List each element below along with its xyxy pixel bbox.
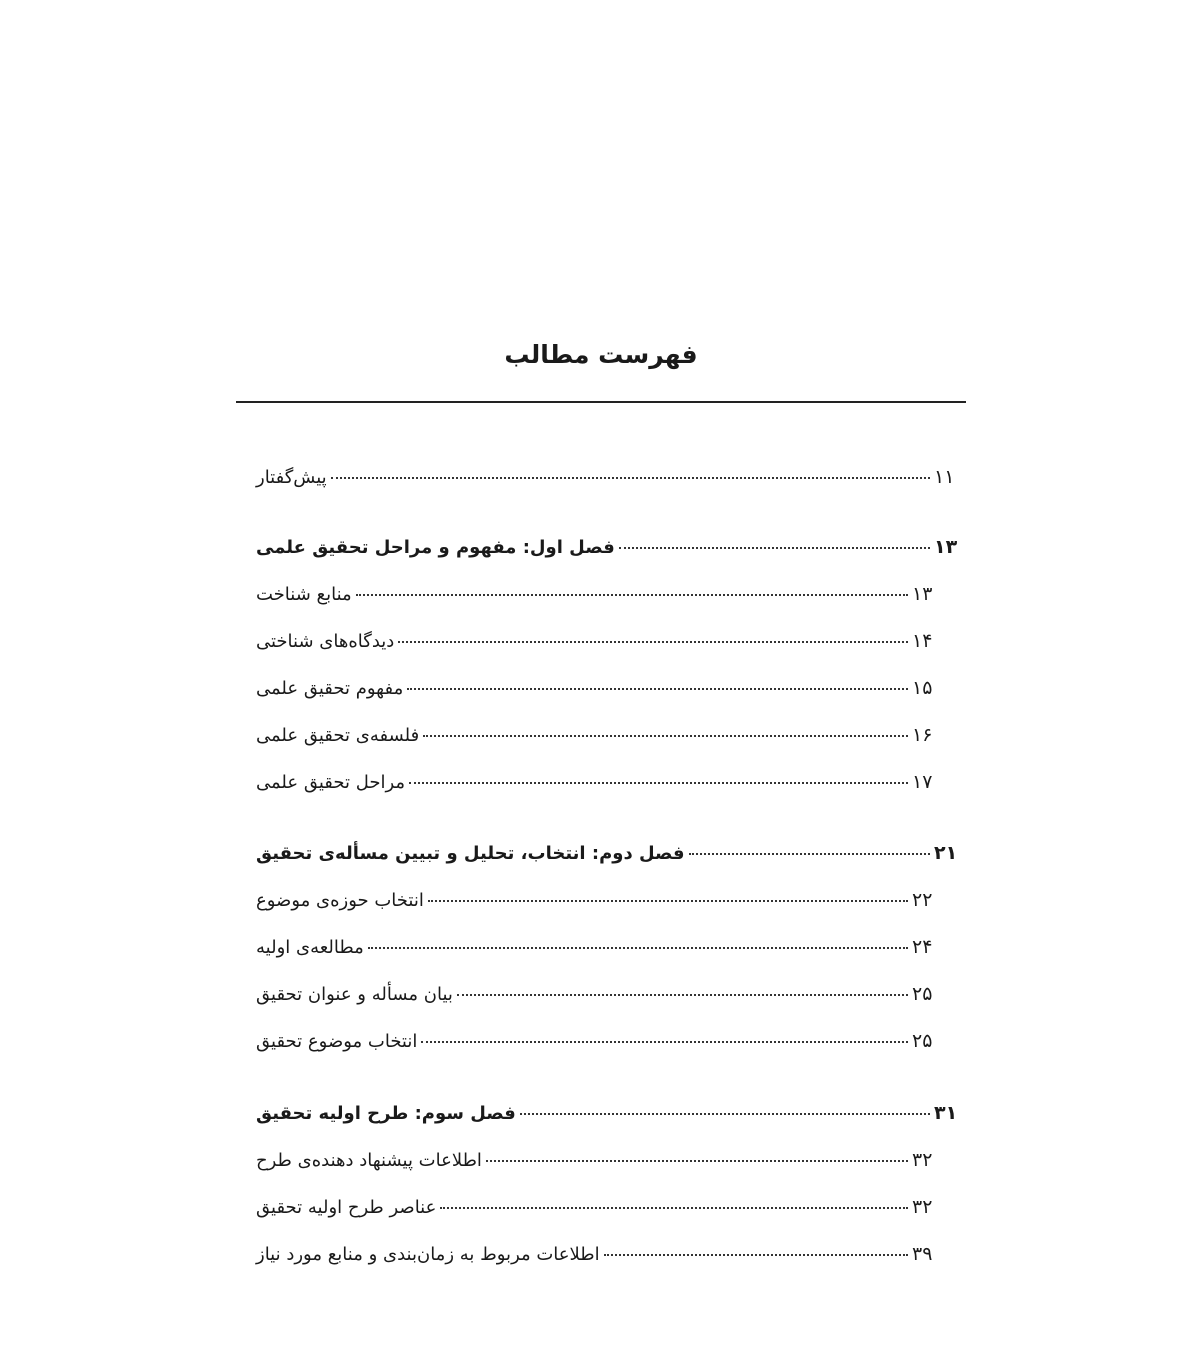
entry-title: منابع شناخت xyxy=(256,584,352,605)
toc-entry[interactable] xyxy=(256,1196,944,1230)
entry-page: ۲۲ xyxy=(912,889,933,911)
dot-leader xyxy=(689,853,930,855)
toc-entry[interactable] xyxy=(256,677,944,711)
dot-leader xyxy=(331,477,930,479)
toc-entry[interactable] xyxy=(256,630,944,664)
toc-entry[interactable] xyxy=(256,583,944,617)
entry-page: ۱۳ xyxy=(934,536,958,558)
toc-entry[interactable] xyxy=(256,889,944,923)
dot-leader xyxy=(356,594,908,596)
entry-title: مراحل تحقیق علمی xyxy=(256,772,406,793)
entry-title: فصل سوم: طرح اولیه تحقیق xyxy=(256,1103,516,1124)
toc-entry[interactable] xyxy=(256,771,944,805)
toc-entry[interactable] xyxy=(256,1030,944,1064)
entry-page: ۲۵ xyxy=(912,1030,933,1052)
toc-entry[interactable] xyxy=(256,936,944,970)
entry-title: انتخاب حوزه‌ی موضوع xyxy=(256,890,424,911)
entry-page: ۱۱ xyxy=(934,466,955,488)
entry-title: فلسفه‌ی تحقیق علمی xyxy=(256,725,420,746)
entry-page: ۲۱ xyxy=(934,842,958,864)
dot-leader xyxy=(409,782,908,784)
entry-title: بیان مسأله و عنوان تحقیق xyxy=(256,984,453,1005)
entry-page: ۱۳ xyxy=(912,583,933,605)
entry-page: ۲۵ xyxy=(912,983,933,1005)
entry-title: عناصر طرح اولیه تحقیق xyxy=(256,1197,437,1218)
toc-entry[interactable] xyxy=(256,724,944,758)
dot-leader xyxy=(407,688,908,690)
entry-title: اطلاعات مربوط به زمان‌بندی و منابع مورد نیاز xyxy=(256,1244,600,1265)
entry-page: ۲۴ xyxy=(912,936,933,958)
entry-title: فصل اول: مفهوم و مراحل تحقیق علمی xyxy=(256,537,615,558)
dot-leader xyxy=(421,1041,908,1043)
toc-entry-chapter-1[interactable] xyxy=(256,536,966,570)
toc-entry-preface[interactable] xyxy=(256,466,966,500)
dot-leader xyxy=(423,735,908,737)
entry-page: ۱۷ xyxy=(912,771,933,793)
entry-page: ۱۴ xyxy=(912,630,933,652)
entry-page: ۳۲ xyxy=(912,1196,933,1218)
toc-entry-chapter-2[interactable] xyxy=(256,842,966,876)
dot-leader xyxy=(457,994,908,996)
entry-page: ۱۵ xyxy=(912,677,933,699)
entry-title: انتخاب موضوع تحقیق xyxy=(256,1031,418,1052)
dot-leader xyxy=(428,900,908,902)
dot-leader xyxy=(398,641,908,643)
dot-leader xyxy=(604,1254,908,1256)
dot-leader xyxy=(440,1207,908,1209)
dot-leader xyxy=(368,947,908,949)
entry-title: پیش‌گفتار xyxy=(256,467,327,488)
entry-page: ۳۱ xyxy=(934,1102,958,1124)
entry-title: فصل دوم: انتخاب، تحلیل و تبیین مسأله‌ی تحقیق xyxy=(256,843,685,864)
entry-page: ۳۲ xyxy=(912,1149,933,1171)
toc-entry[interactable] xyxy=(256,1149,944,1183)
entry-title: دیدگاه‌های شناختی xyxy=(256,631,395,652)
entry-title: اطلاعات پیشنهاد دهنده‌ی طرح xyxy=(256,1150,482,1171)
dot-leader xyxy=(486,1160,908,1162)
toc-entry[interactable] xyxy=(256,983,944,1017)
toc-entry[interactable] xyxy=(256,1243,944,1277)
entry-title: مطالعه‌ی اولیه xyxy=(256,937,364,958)
dot-leader xyxy=(619,547,930,549)
toc-title: فهرست مطالب xyxy=(504,340,698,369)
entry-title: مفهوم تحقیق علمی xyxy=(256,678,404,699)
entry-page: ۱۶ xyxy=(912,724,933,746)
dot-leader xyxy=(520,1113,930,1115)
toc-entry-chapter-3[interactable] xyxy=(256,1102,966,1136)
entry-page: ۳۹ xyxy=(912,1243,933,1265)
title-rule xyxy=(236,401,966,403)
